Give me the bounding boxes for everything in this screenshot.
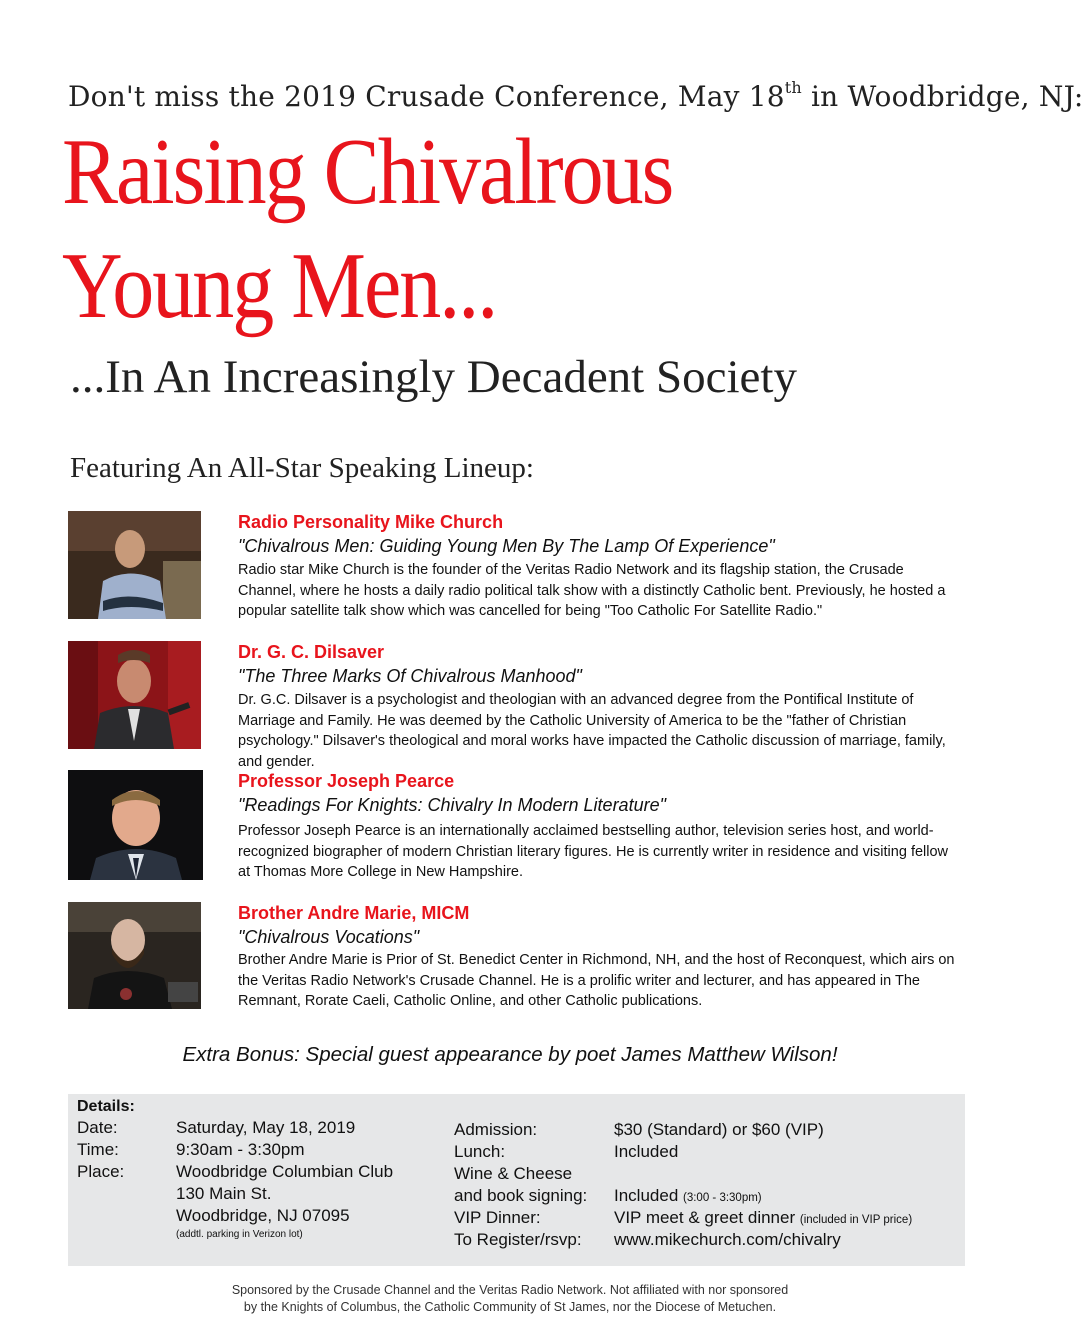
speaker-name: Radio Personality Mike Church [238,512,504,532]
time-label: Time: [77,1140,119,1159]
speaker-bio: Professor Joseph Pearce is an internationally acclaimed bestselling author, television series host, and world-recognized biographer of modern Christian literary figures. He is currently writer in residence and visiting fellow at Thomas More College in New Hampshire. [238,823,949,880]
place-line-2: 130 Main St. [176,1184,272,1203]
announcement-text: Don't miss the 2019 Crusade Conference, May 18 [68,80,785,113]
speaker-photo-dilsaver [68,641,201,749]
title-line-2: Young Men... [62,234,497,339]
featuring-heading: Featuring An All-Star Speaking Lineup: [70,452,534,484]
vip-dinner-label: VIP Dinner: [454,1208,541,1227]
talk-title: "Chivalrous Men: Guiding Young Men By The Lamp Of Experience" [238,536,775,556]
speaker-bio: Dr. G.C. Dilsaver is a psychologist and theologian with an advanced degree from the Pontifical Institute of Marriage and Family. He was deemed by the Catholic University of America to be the "father of Christian psychology." Dilsaver's theological and moral works have impacted the Catholic discussion of marriage, family, and gender. [238,692,946,770]
sponsor-disclaimer [0,1282,1020,1316]
time-value: 9:30am - 3:30pm [176,1140,305,1159]
details-heading: Details: [77,1098,135,1115]
speaker-name: Brother Andre Marie, MICM [238,903,470,923]
details-box [68,1094,965,1266]
speaker-photo-mike-church [68,511,201,619]
talk-title: "Readings For Knights: Chivalry In Modern Literature" [238,795,666,815]
vip-dinner-text: VIP meet & greet dinner [614,1208,796,1227]
vip-dinner-note: (included in VIP price) [799,1214,913,1226]
date-ordinal-suffix: th [784,78,802,97]
talk-title: "Chivalrous Vocations" [238,927,420,947]
admission-label: Admission: [454,1120,538,1139]
conference-announcement [68,80,1084,113]
date-value: Saturday, May 18, 2019 [176,1118,356,1137]
speaker-name: Professor Joseph Pearce [238,771,455,791]
announcement-location: in Woodbridge, NJ: [801,80,1084,113]
date-label: Date: [77,1118,118,1137]
talk-title: "The Three Marks Of Chivalrous Manhood" [238,666,582,686]
lunch-label: Lunch: [454,1142,506,1161]
lunch-value: Included [614,1142,679,1161]
book-signing-included: Included [614,1186,679,1205]
vip-dinner-value [614,1208,912,1228]
place-line-3: Woodbridge, NJ 07095 [176,1206,350,1225]
speaker-photo-joseph-pearce [68,770,203,880]
place-parking-note: (addtl. parking in Verizon lot) [176,1229,303,1240]
speaker-bio: Radio star Mike Church is the founder of the Veritas Radio Network and its flagship station, the Crusade Channel, where he hosts a daily radio political talk show with a distinctly Catholic bent. Previously, he hosted a popular satellite talk show which was cancelled for being "Too Catholic For Satellite Radio." [238,562,946,619]
register-label: To Register/rsvp: [454,1230,582,1249]
wine-cheese-label: Wine & Cheese [454,1164,573,1183]
book-signing-time: (3:00 - 3:30pm) [683,1192,762,1204]
book-signing-value [614,1186,762,1206]
speaker-bio: Brother Andre Marie is Prior of St. Benedict Center in Richmond, NH, and the host of Reconquest, which airs on the Veritas Radio Network's Crusade Channel. He is a prolific writer and lecturer, and has appeared in The Remnant, Rorate Caeli, Catholic Online, and other Catholic publications. [238,952,955,1009]
book-signing-label: and book signing: [454,1186,588,1205]
place-line-1: Woodbridge Columbian Club [176,1162,394,1181]
bonus-announcement: Extra Bonus: Special guest appearance by poet James Matthew Wilson! [182,1043,838,1066]
subtitle: ...In An Increasingly Decadent Society [70,351,797,403]
admission-value: $30 (Standard) or $60 (VIP) [614,1120,824,1139]
disclaimer-line-2: by the Knights of Columbus, the Catholic Community of St James, nor the Diocese of Metuchen. [243,1300,777,1314]
speaker-name: Dr. G. C. Dilsaver [238,642,385,662]
place-label: Place: [77,1162,125,1181]
speaker-photo-andre-marie [68,902,201,1009]
disclaimer-line-1: Sponsored by the Crusade Channel and the Veritas Radio Network. Not affiliated with nor sponsored [231,1283,789,1297]
title-line-1: Raising Chivalrous [62,120,673,225]
register-link[interactable]: www.mikechurch.com/chivalry [614,1230,841,1249]
